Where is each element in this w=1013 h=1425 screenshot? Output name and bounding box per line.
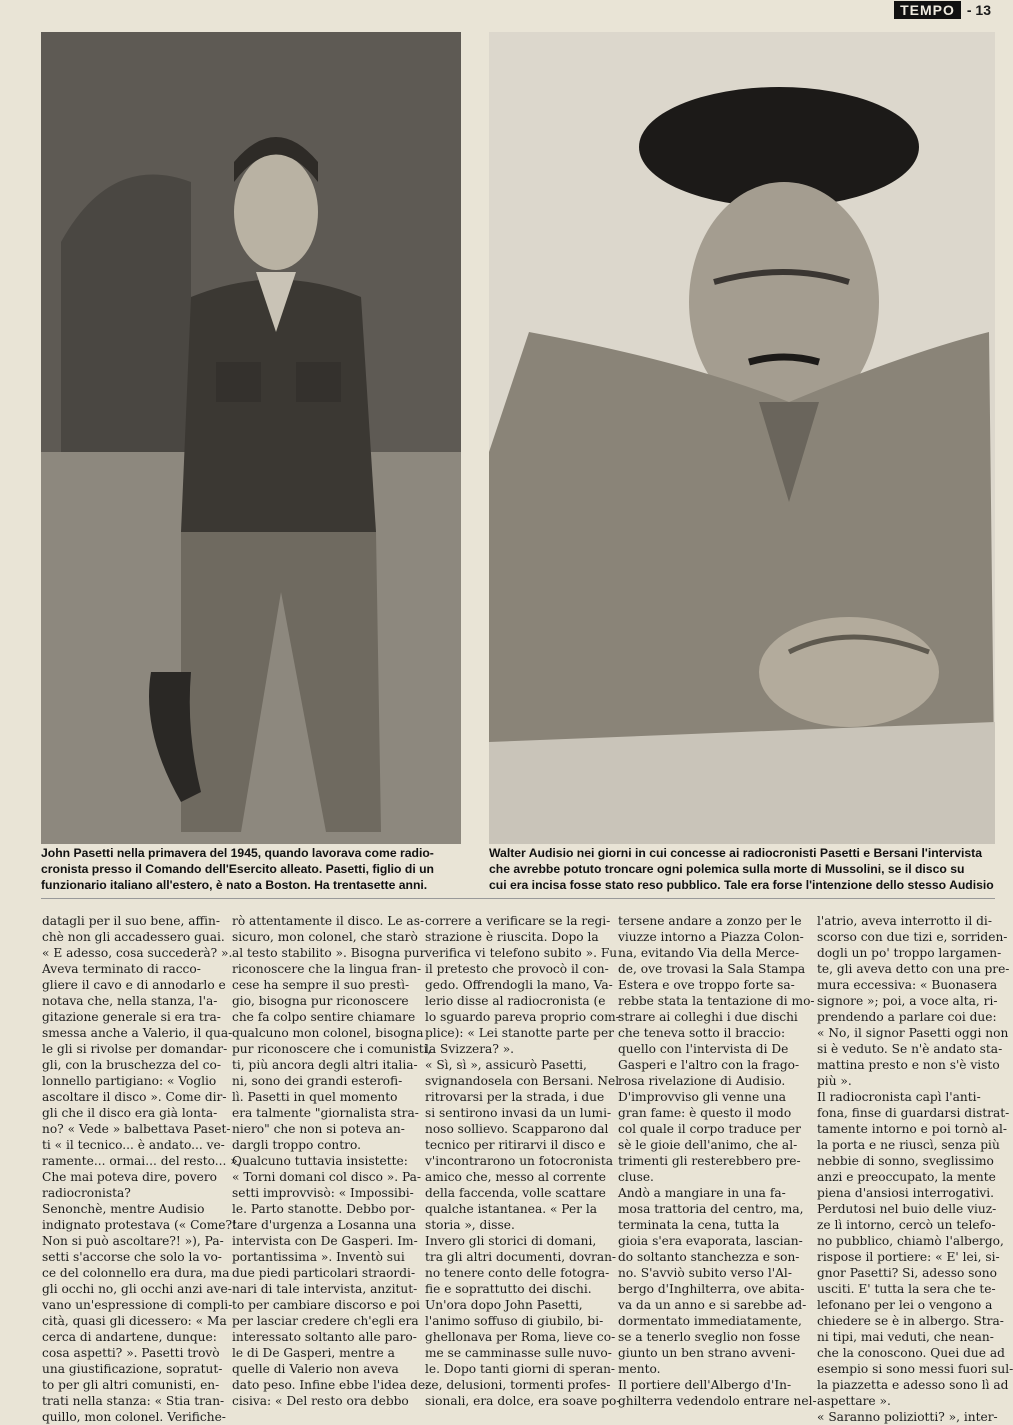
article-line: più ».	[817, 1074, 852, 1088]
article-line: to per gli altri comunisti, en-	[42, 1378, 220, 1392]
article-line: smessa anche a Valerio, il qua-	[42, 1026, 233, 1040]
article-line: cosa aspetti? ». Pasetti trovò	[42, 1346, 220, 1360]
article-line: che fa colpo sentire chiamare	[232, 1010, 416, 1024]
article-line: signore »; poi, a voce alta, ri-	[817, 994, 998, 1008]
article-line: era talmente "giornalista stra-	[232, 1106, 419, 1120]
article-line: se a tenerlo sveglio non fosse	[618, 1330, 801, 1344]
article-line: quelle di Valerio non aveva	[232, 1362, 399, 1376]
article-line: Un'ora dopo John Pasetti,	[425, 1298, 583, 1312]
article-line: fona, finse di guardarsi distrat-	[817, 1106, 1010, 1120]
article-line: interessato soltanto alle paro-	[232, 1330, 417, 1344]
article-line: « Sì, sì », assicurò Pasetti,	[425, 1058, 587, 1072]
article-line: che la conoscono. Quei due ad	[817, 1346, 1005, 1360]
article-line: gran fame: è questo il modo	[618, 1106, 792, 1120]
article-line: nari di tale intervista, anzitut-	[232, 1282, 418, 1296]
article-line: amico che, messo al corrente	[425, 1170, 606, 1184]
article-line: me se camminasse sulle nuvo-	[425, 1346, 612, 1360]
article-line: cerca di andartene, dunque:	[42, 1330, 217, 1344]
article-line: correre a verificare se la regi-	[425, 914, 611, 928]
article-line: notava che, nella stanza, l'a-	[42, 994, 218, 1008]
article-line: trimenti gli resterebbero pre-	[618, 1154, 801, 1168]
article-line: ti « il tecnico... è andato... ve-	[42, 1138, 225, 1152]
page-number: - 13	[966, 2, 991, 18]
article-line: radiocronista?	[42, 1186, 131, 1200]
article-line: D'improvviso gli venne una	[618, 1090, 786, 1104]
article-line: gnor Pasetti? Si, adesso sono	[817, 1266, 997, 1280]
article-line: sicuro, mon colonel, che starò	[232, 930, 418, 944]
article-line: mento.	[618, 1362, 661, 1376]
article-line: ni, sono dei grandi esterofi-	[232, 1074, 403, 1088]
article-line: pur riconoscere che i comunisti,	[232, 1042, 432, 1056]
article-line: Andò a mangiare in una fa-	[618, 1186, 786, 1200]
article-line: cità, quasi gli dicessero: « Ma	[42, 1314, 227, 1328]
article-line: qualche istantanea. « Per la	[425, 1202, 598, 1216]
article-line: Perdutosi nel buio delle viuz-	[817, 1202, 997, 1216]
caption-line: cui era incisa fosse stato reso pubblico. Tale era forse l'intenzione dello stesso Audisio	[489, 878, 994, 892]
article-line: rosa rivelazione di Audisio.	[618, 1074, 786, 1088]
article-line: ze lì intorno, cercò un telefo-	[817, 1218, 996, 1232]
article-line: giunto un ben strano avveni-	[618, 1346, 796, 1360]
article-line: gli, con la bruschezza del co-	[42, 1058, 221, 1072]
article-line: la Svizzera? ».	[425, 1042, 515, 1056]
article-line: sè le gioie dell'animo, che al-	[618, 1138, 798, 1152]
article-line: nebbie di sonno, sveglissimo	[817, 1154, 994, 1168]
article-line: bergo d'Inghilterra, ove abita-	[618, 1282, 805, 1296]
photo-audisio-illustration	[489, 32, 995, 844]
article-line: mattina presto e non s'è visto	[817, 1058, 1000, 1072]
caption-line: funzionario italiano all'estero, è nato a Boston. Ha trentasette anni.	[41, 878, 428, 892]
article-line: al testo stabilito ». Bisogna pur	[232, 946, 426, 960]
article-column-3	[425, 913, 621, 1408]
article-column-5	[817, 913, 1013, 1424]
article-line: anzi e preoccupato, la mente	[817, 1170, 996, 1184]
article-line: lì. Pasetti in quel momento	[232, 1090, 398, 1104]
article-line: della faccenda, volle scattare	[425, 1186, 606, 1200]
article-line: dogli un po' troppo largamen-	[817, 946, 1002, 960]
article-column-1	[42, 913, 242, 1424]
article-line: Aveva terminato di racco-	[42, 962, 201, 976]
article-line: la piazzetta e adesso sono lì ad	[817, 1378, 1009, 1392]
article-line: gitazione generale si era tra-	[42, 1010, 221, 1024]
article-line: no. S'avviò subito verso l'Al-	[618, 1266, 792, 1280]
article-line: vano un'espressione di compli-	[42, 1298, 233, 1312]
article-line: ghilterra vedendolo entrare nel-	[618, 1394, 817, 1408]
article-line: due piedi particolari straordi-	[232, 1266, 416, 1280]
article-line: no tenere conto delle fotogra-	[425, 1266, 610, 1280]
photo-john-pasetti	[41, 32, 461, 844]
article-line: storia », disse.	[425, 1218, 515, 1232]
article-line: si è veduto. Se n'è andato sta-	[817, 1042, 1003, 1056]
article-line: gedo. Offrendogli la mano, Va-	[425, 978, 613, 992]
article-line: si sentirono invasi da un lumi-	[425, 1106, 612, 1120]
article-line: mosa trattoria del centro, ma,	[618, 1202, 804, 1216]
article-line: tecnico per ritirarvi il disco e	[425, 1138, 606, 1152]
article-line: cluse.	[618, 1170, 654, 1184]
article-line: niero" che non si poteva an-	[232, 1122, 405, 1136]
article-line: dargli troppo contro.	[232, 1138, 361, 1152]
article-line: « Saranno poliziotti? », inter-	[817, 1410, 998, 1424]
article-line: verifica vi telefono subito ». Fu	[425, 946, 618, 960]
article-line: riconoscere che la lingua fran-	[232, 962, 422, 976]
article-line: dato peso. Infine ebbe l'idea de-	[232, 1378, 430, 1392]
article-line: viuzze intorno a Piazza Colon-	[618, 930, 804, 944]
article-line: Che mai poteva dire, povero	[42, 1170, 218, 1184]
article-line: prendendo a parlare coi due:	[817, 1010, 997, 1024]
article-line: « E adesso, cosa succederà? ».	[42, 946, 233, 960]
magazine-logo: TEMPO	[894, 1, 961, 19]
article-line: Senonchè, mentre Audisio	[42, 1202, 205, 1216]
masthead	[894, 0, 995, 20]
article-line: qualcuno mon colonel, bisogna	[232, 1026, 424, 1040]
article-line: setti improvvisò: « Impossibi-	[232, 1186, 414, 1200]
article-line: « Torni domani col disco ». Pa-	[232, 1170, 422, 1184]
article-line: le. Parto stanotte. Debbo por-	[232, 1202, 415, 1216]
article-line: l'animo soffuso di giubilo, bi-	[425, 1314, 604, 1328]
article-line: no? « Vede » balbettava Paset-	[42, 1122, 231, 1136]
article-line: intervista con De Gasperi. Im-	[232, 1234, 418, 1248]
article-line: noso sollievo. Scapparono dal	[425, 1122, 609, 1136]
article-line: fie e soprattutto dei dischi.	[425, 1282, 592, 1296]
article-line: piena d'ansiosi interrogativi.	[817, 1186, 995, 1200]
caption-line: John Pasetti nella primavera del 1945, quando lavorava come radio-	[41, 846, 434, 860]
article-line: quillo, mon colonel. Verifiche-	[42, 1410, 226, 1424]
article-line: tamente intorno e poi tornò al-	[817, 1122, 1008, 1136]
article-column-2	[232, 913, 432, 1408]
article-line: tare d'urgenza a Losanna una	[232, 1218, 417, 1232]
article-line: tra gli altri documenti, dovran-	[425, 1250, 617, 1264]
article-line: le. Dopo tanti giorni di speran-	[425, 1362, 616, 1376]
article-line: lo sguardo pareva proprio com-	[425, 1010, 620, 1024]
caption-line: cronista presso il Comando dell'Esercito alleato. Pasetti, figlio di un	[41, 862, 434, 876]
article-line: rebbe stata la tentazione di mo-	[618, 994, 815, 1008]
article-line: tersene andare a zonzo per le	[618, 914, 802, 928]
article-line: cisiva: « Del resto ora debbo	[232, 1394, 409, 1408]
article-line: ni tipi, mai veduti, che nean-	[817, 1330, 994, 1344]
article-line: gioia s'era evaporata, lascian-	[618, 1234, 803, 1248]
article-line: svignandosela con Bersani. Nel	[425, 1074, 620, 1088]
article-line: lonnello partigiano: « Voglio	[42, 1074, 217, 1088]
article-line: va da un anno e si sarebbe ad-	[618, 1298, 807, 1312]
article-line: scorso con due tizi e, sorriden-	[817, 930, 1008, 944]
article-line: quello con l'intervista di De	[618, 1042, 789, 1056]
article-line: gli che il disco era già lonta-	[42, 1106, 218, 1120]
article-line: gio, bisogna pur riconoscere	[232, 994, 409, 1008]
article-line: l'atrio, aveva interrotto il di-	[817, 914, 992, 928]
article-line: le di De Gasperi, mentre a	[232, 1346, 395, 1360]
article-line: te, gli aveva detto con una pre-	[817, 962, 1010, 976]
article-line: do soltanto stanchezza e son-	[618, 1250, 800, 1264]
article-line: strazione è riuscita. Dopo la	[425, 930, 599, 944]
article-line: aspettare ».	[817, 1394, 891, 1408]
article-line: usciti. E' tutta la sera che te-	[817, 1282, 996, 1296]
article-line: ghellonava per Roma, lieve co-	[425, 1330, 616, 1344]
article-line: che teneva sotto il braccio:	[618, 1026, 786, 1040]
article-line: Il radiocronista capì l'anti-	[817, 1090, 981, 1104]
article-line: Gasperi e l'altro con la frago-	[618, 1058, 800, 1072]
caption-right	[489, 845, 995, 893]
article-line: v'incontrarono un fotocronista	[425, 1154, 614, 1168]
article-line: Qualcuno tuttavia insistette:	[232, 1154, 408, 1168]
article-line: il pretesto che provocò il con-	[425, 962, 609, 976]
article-line: rò attentamente il disco. Le as-	[232, 914, 425, 928]
article-line: Invero gli storici di domani,	[425, 1234, 597, 1248]
article-line: na, evitando Via della Merce-	[618, 946, 800, 960]
article-line: strare ai colleghi i due dischi	[618, 1010, 798, 1024]
photo-walter-audisio	[489, 32, 995, 844]
article-line: rispose il portiere: « E' lei, si-	[817, 1250, 1000, 1264]
caption-left	[41, 845, 461, 893]
article-line: setti s'accorse che solo la vo-	[42, 1250, 222, 1264]
article-line: Il portiere dell'Albergo d'In-	[618, 1378, 792, 1392]
article-line: de, ove trovasi la Sala Stampa	[618, 962, 806, 976]
caption-line: che avrebbe potuto troncare ogni polemica sulla morte di Mussolini, se il disco su	[489, 862, 965, 876]
article-line: to per cambiare discorso e poi	[232, 1298, 420, 1312]
article-line: ascoltare il disco ». Come dir-	[42, 1090, 227, 1104]
article-line: terminata la cena, tutta la	[618, 1218, 780, 1232]
article-line: indignato protestava (« Come?!	[42, 1218, 237, 1232]
article-line: Non si può ascoltare?! »), Pa-	[42, 1234, 224, 1248]
caption-line: Walter Audisio nei giorni in cui concesse ai radiocronisti Pasetti e Bersani l'intervista	[489, 846, 983, 860]
article-line: ze, delusioni, tormenti profes-	[425, 1378, 611, 1392]
article-line: la porta e ne riuscì, senza più	[817, 1138, 1000, 1152]
article-line: Estera e ove troppo forte sa-	[618, 978, 795, 992]
article-line: chè non gli accadessero guai.	[42, 930, 225, 944]
article-line: gliere il cavo e di annodarlo e	[42, 978, 226, 992]
article-line: portantissima ». Inventò sui	[232, 1250, 405, 1264]
photo-pasetti-illustration	[41, 32, 461, 844]
article-line: ti, più ancora degli altri italia-	[232, 1058, 418, 1072]
article-line: ritrovarsi per la strada, i due	[425, 1090, 605, 1104]
article-line: sionali, era dolce, era soave po-	[425, 1394, 621, 1408]
article-line: dormentato immediatamente,	[618, 1314, 802, 1328]
article-line: no pubblico, chiamò l'albergo,	[817, 1234, 1004, 1248]
article-line: ramente... ormai... del resto... ».	[42, 1154, 242, 1168]
article-line: ce del colonnello era dura, ma	[42, 1266, 230, 1280]
article-column-4	[618, 913, 817, 1408]
article-line: cese ha sempre il suo prestì-	[232, 978, 410, 992]
article-line: per lasciar credere ch'egli era	[232, 1314, 419, 1328]
article-line: gli occhi no, gli occhi anzi ave-	[42, 1282, 232, 1296]
article-line: mura eccessiva: « Buonasera	[817, 978, 998, 992]
article-line: lerio disse al radiocronista (e	[425, 994, 606, 1008]
article-line: esempio si sono messi fuori sul-	[817, 1362, 1013, 1376]
article-line: plice): « Lei stanotte parte per	[425, 1026, 614, 1040]
article-line: « No, il signor Pasetti oggi non	[817, 1026, 1009, 1040]
article-line: lefonano per lei o vengono a	[817, 1298, 993, 1312]
article-line: le gli si rivolse per domandar-	[42, 1042, 228, 1056]
article-line: trati nella stanza: « Stia tran-	[42, 1394, 225, 1408]
article-line: chiedere se è in albergo. Stra-	[817, 1314, 1004, 1328]
article-line: datagli per il suo bene, affin-	[42, 914, 221, 928]
article-line: col quale il corpo traduce per	[618, 1122, 801, 1136]
divider-rule	[41, 898, 995, 899]
article-line: una giustificazione, sopratut-	[42, 1362, 223, 1376]
